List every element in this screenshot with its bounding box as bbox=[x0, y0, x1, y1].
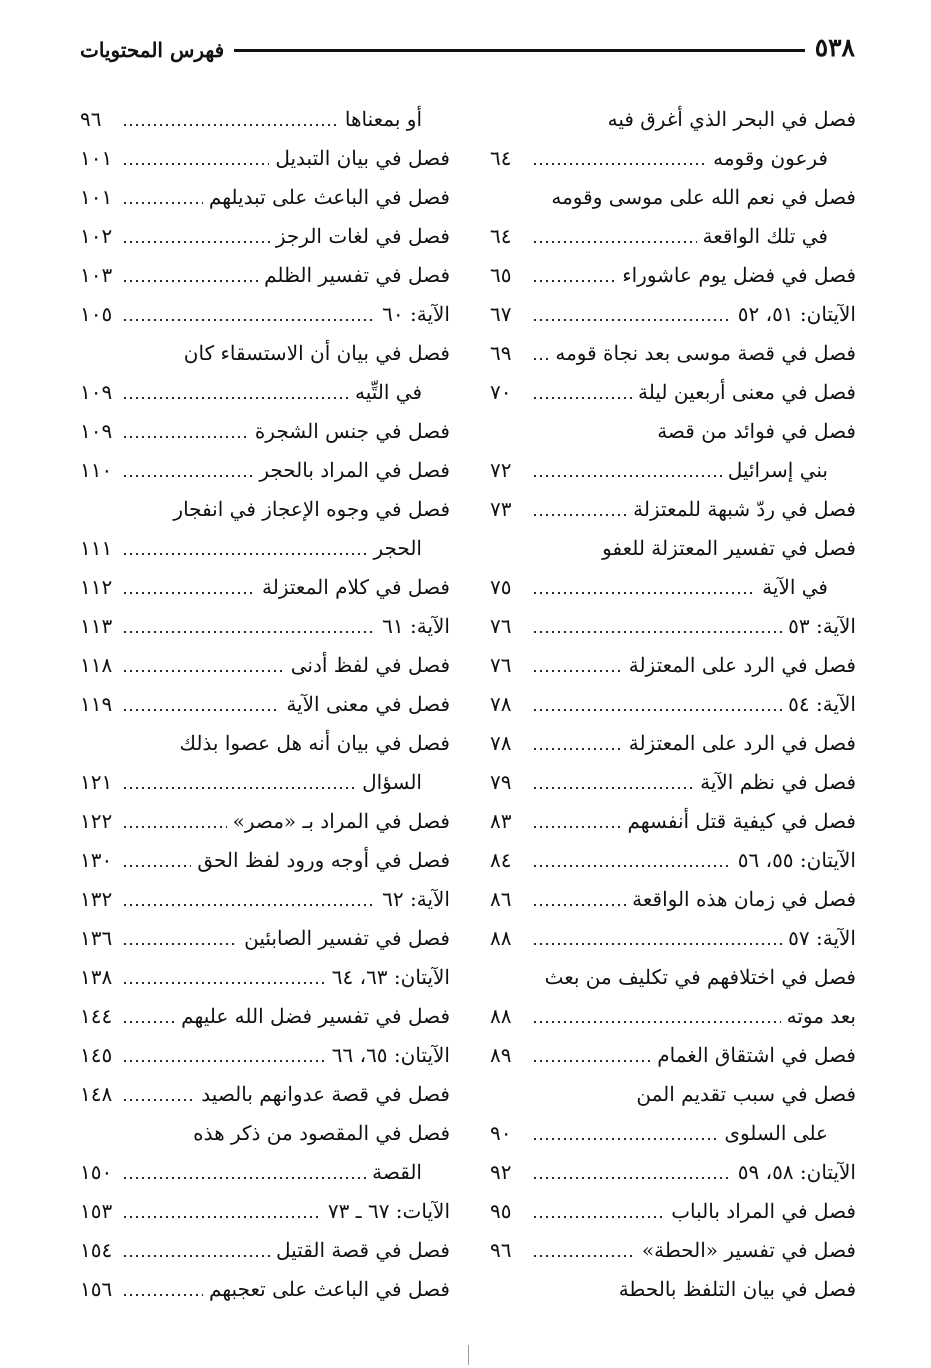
toc-entry bbox=[490, 333, 856, 372]
toc-entry-title: فصل في كيفية قتل أنفسهم bbox=[627, 808, 856, 833]
toc-entry-title: فصل في وجوه الإعجاز في انفجار bbox=[173, 496, 450, 521]
dot-leader bbox=[122, 319, 376, 321]
toc-entry-page: ١٤٤ bbox=[80, 1003, 113, 1028]
toc-entry-page: ١٤٥ bbox=[80, 1042, 113, 1067]
toc-entry-title: فصل في أوجه ورود لفظ الحق bbox=[197, 847, 450, 872]
dot-leader bbox=[122, 397, 349, 399]
dot-leader bbox=[532, 826, 622, 828]
toc-entry-title: في التِّيه bbox=[354, 379, 422, 404]
toc-entry-title: فصل في بيان التلفظ بالحطة bbox=[618, 1276, 856, 1301]
toc-entry bbox=[80, 1113, 450, 1152]
toc-column-left bbox=[80, 99, 450, 1308]
dot-leader bbox=[532, 1177, 732, 1179]
dot-leader bbox=[532, 475, 722, 477]
toc-entry-title: فصل في تفسير المعتزلة للعفو bbox=[602, 535, 856, 560]
toc-entry-title: بعد موته bbox=[786, 1003, 856, 1028]
toc-entry bbox=[490, 528, 856, 567]
toc-entry bbox=[80, 684, 450, 723]
toc-entry bbox=[490, 450, 856, 489]
toc-entry-page: ٦٤ bbox=[490, 223, 512, 248]
toc-entry bbox=[80, 255, 450, 294]
toc-entry-title: فصل في تفسير «الحطة» bbox=[641, 1237, 856, 1262]
toc-entry bbox=[490, 1191, 856, 1230]
toc-entry-title: فصل في الباعث على تبديلهم bbox=[208, 184, 450, 209]
toc-entry bbox=[490, 762, 856, 801]
toc-entry-title: فصل في المقصود من ذكر هذه bbox=[193, 1120, 450, 1145]
toc-entry-page: ٩٦ bbox=[80, 106, 102, 131]
toc-entry-title: فصل في بيان التبديل bbox=[275, 145, 450, 170]
toc-entry bbox=[490, 1230, 856, 1269]
dot-leader bbox=[122, 280, 258, 282]
toc-entry bbox=[80, 1191, 450, 1230]
dot-leader bbox=[122, 865, 191, 867]
toc-entry-title: فصل في لغات الرجز bbox=[275, 223, 450, 248]
dot-leader bbox=[532, 670, 623, 672]
toc-entry-page: ١٤٨ bbox=[80, 1081, 113, 1106]
toc-entry-page: ٨٦ bbox=[490, 886, 512, 911]
toc-entry-page: ١٠٣ bbox=[80, 262, 113, 287]
toc-entry-title: فرعون وقومه bbox=[713, 145, 828, 170]
toc-entry-page: ٦٤ bbox=[490, 145, 512, 170]
toc-entry-page: ٦٥ bbox=[490, 262, 512, 287]
dot-leader bbox=[122, 553, 367, 555]
dot-leader bbox=[532, 514, 627, 516]
dot-leader bbox=[122, 475, 253, 477]
toc-entry bbox=[80, 606, 450, 645]
dot-leader bbox=[122, 631, 376, 633]
toc-entry-page: ٧٣ bbox=[490, 496, 512, 521]
toc-entry-page: ٧٥ bbox=[490, 574, 512, 599]
dot-leader bbox=[122, 826, 227, 828]
toc-entry-title: فصل في اختلافهم في تكليف من بعث bbox=[544, 964, 856, 989]
toc-entry-page: ٨٤ bbox=[490, 847, 512, 872]
toc-entry-page: ٩٢ bbox=[490, 1159, 512, 1184]
dot-leader bbox=[532, 1021, 781, 1023]
toc-entry-title: فصل في المراد بالباب bbox=[671, 1198, 856, 1223]
dot-leader bbox=[122, 1060, 326, 1062]
toc-entry bbox=[490, 255, 856, 294]
dot-leader bbox=[122, 1099, 195, 1101]
toc-entry-page: ٦٧ bbox=[490, 301, 512, 326]
toc-entry-title: الآية: ٦١ bbox=[382, 613, 450, 638]
dot-leader bbox=[122, 436, 249, 438]
dot-leader bbox=[532, 163, 707, 165]
toc-entry-page: ١١١ bbox=[80, 535, 113, 560]
toc-entry-title: فصل في المراد بـ «مصر» bbox=[232, 808, 450, 833]
dot-leader bbox=[532, 1138, 718, 1140]
toc-entry-title: فصل في زمان هذه الواقعة bbox=[632, 886, 856, 911]
toc-entry bbox=[80, 177, 450, 216]
toc-entry-title: الحجر bbox=[373, 535, 422, 560]
toc-entry bbox=[490, 489, 856, 528]
toc-entry-title: فصل في اشتقاق الغمام bbox=[657, 1042, 856, 1067]
toc-entry-title: الآية: ٥٣ bbox=[788, 613, 856, 638]
dot-leader bbox=[532, 748, 623, 750]
toc-entry-title: أو بمعناها bbox=[344, 106, 422, 131]
toc-entry bbox=[80, 1152, 450, 1191]
toc-entry bbox=[80, 99, 450, 138]
toc-entry-page: ٧٩ bbox=[490, 769, 512, 794]
toc-entry bbox=[80, 567, 450, 606]
toc-entry bbox=[490, 216, 856, 255]
page-number: ٥٣٨ bbox=[814, 33, 855, 62]
toc-entry-page: ٧٢ bbox=[490, 457, 512, 482]
toc-entry-page: ٨٨ bbox=[490, 925, 512, 950]
toc-entry bbox=[80, 216, 450, 255]
dot-leader bbox=[122, 241, 270, 243]
toc-entry-page: ١٥٣ bbox=[80, 1198, 113, 1223]
toc-entry bbox=[490, 567, 856, 606]
dot-leader bbox=[532, 592, 756, 594]
toc-entry-title: الآية: ٦٢ bbox=[382, 886, 450, 911]
toc-entry-title: السؤال bbox=[362, 769, 422, 794]
toc-entry bbox=[490, 645, 856, 684]
toc-entry-page: ١١٢ bbox=[80, 574, 113, 599]
toc-entry-page: ١١٩ bbox=[80, 691, 113, 716]
toc-entry-page: ٨٣ bbox=[490, 808, 512, 833]
toc-entry-page: ١٥٤ bbox=[80, 1237, 113, 1262]
dot-leader bbox=[122, 124, 339, 126]
toc-entry-title: فصل في معنى الآية bbox=[286, 691, 450, 716]
dot-leader bbox=[532, 943, 782, 945]
toc-entry-title: القصة bbox=[372, 1159, 422, 1184]
toc-entry-page: ١٥٦ bbox=[80, 1276, 113, 1301]
toc-entry-title: فصل في الرد على المعتزلة bbox=[628, 652, 856, 677]
toc-entry bbox=[490, 99, 856, 138]
dot-leader bbox=[122, 163, 269, 165]
toc-entry-title: فصل في البحر الذي أغرق فيه bbox=[607, 106, 856, 131]
toc-entry bbox=[80, 645, 450, 684]
toc-entry-page: ٧٨ bbox=[490, 730, 512, 755]
toc-entry-title: فصل في معنى أربعين ليلة bbox=[638, 379, 856, 404]
toc-entry-title: فصل في بيان أن الاستسقاء كان bbox=[183, 340, 450, 365]
toc-entry-page: ١٢٢ bbox=[80, 808, 113, 833]
toc-entry bbox=[80, 918, 450, 957]
toc-entry-page: ١٠٥ bbox=[80, 301, 113, 326]
toc-entry bbox=[490, 1152, 856, 1191]
dot-leader bbox=[122, 592, 256, 594]
toc-entry bbox=[80, 411, 450, 450]
dot-leader bbox=[122, 1216, 322, 1218]
toc-entry-page: ١٠١ bbox=[80, 184, 113, 209]
toc-entry-title: الآية: ٦٠ bbox=[382, 301, 450, 326]
toc-entry bbox=[490, 996, 856, 1035]
toc-column-right bbox=[490, 99, 856, 1308]
toc-entry bbox=[490, 606, 856, 645]
toc-entry-title: فصل في فضل يوم عاشوراء bbox=[622, 262, 856, 287]
dot-leader bbox=[122, 982, 326, 984]
toc-entry bbox=[80, 1035, 450, 1074]
toc-entry-title: فصل في ردّ شبهة للمعتزلة bbox=[633, 496, 856, 521]
dot-leader bbox=[122, 1021, 175, 1023]
toc-entry bbox=[490, 1074, 856, 1113]
toc-entry-page: ١٠١ bbox=[80, 145, 113, 170]
dot-leader bbox=[532, 709, 782, 711]
toc-entry-title: الآيتان: ٥١، ٥٢ bbox=[737, 301, 856, 326]
toc-entry bbox=[490, 684, 856, 723]
page-header bbox=[80, 26, 855, 62]
toc-entry-page: ١٣٢ bbox=[80, 886, 113, 911]
toc-entry bbox=[80, 801, 450, 840]
dot-leader bbox=[532, 1216, 665, 1218]
toc-entry bbox=[490, 177, 856, 216]
toc-entry-title: بني إسرائيل bbox=[727, 457, 828, 482]
toc-entry-title: فصل في بيان أنه هل عصوا بذلك bbox=[179, 730, 450, 755]
toc-entry bbox=[80, 333, 450, 372]
toc-entry-title: فصل في فوائد من قصة bbox=[657, 418, 856, 443]
dot-leader bbox=[532, 865, 732, 867]
dot-leader bbox=[122, 904, 376, 906]
toc-entry-title: فصل في تفسير فضل الله عليهم bbox=[181, 1003, 450, 1028]
dot-leader bbox=[532, 1255, 636, 1257]
toc-entry-title: فصل في قصة القتيل bbox=[276, 1237, 450, 1262]
toc-entry-title: على السلوى bbox=[724, 1120, 828, 1145]
toc-entry-page: ١٥٠ bbox=[80, 1159, 113, 1184]
toc-entry-page: ٧٦ bbox=[490, 652, 512, 677]
toc-entry-title: فصل في كلام المعتزلة bbox=[262, 574, 450, 599]
toc-entry bbox=[490, 957, 856, 996]
dot-leader bbox=[532, 631, 782, 633]
dot-leader bbox=[532, 1060, 651, 1062]
toc-entry-title: فصل في قصة عدوانهم بالصيد bbox=[201, 1081, 450, 1106]
toc-entry bbox=[490, 1035, 856, 1074]
toc-entry bbox=[80, 489, 450, 528]
dot-leader bbox=[532, 397, 632, 399]
toc-entry-page: ١١٠ bbox=[80, 457, 113, 482]
toc-entry-page: ٨٩ bbox=[490, 1042, 512, 1067]
dot-leader bbox=[532, 241, 697, 243]
toc-entry-title: فصل في نظم الآية bbox=[700, 769, 856, 794]
toc-entry-page: ٦٩ bbox=[490, 340, 512, 365]
toc-entry-title: فصل في تفسير الصابئين bbox=[244, 925, 450, 950]
toc-entry bbox=[490, 138, 856, 177]
toc-entry bbox=[490, 801, 856, 840]
dot-leader bbox=[122, 202, 203, 204]
toc-entry-page: ١٣٨ bbox=[80, 964, 113, 989]
toc-entry-page: ٧٨ bbox=[490, 691, 512, 716]
toc-entry bbox=[80, 723, 450, 762]
toc-entry-page: ١٢١ bbox=[80, 769, 113, 794]
toc-entry bbox=[490, 372, 856, 411]
toc-entry bbox=[490, 294, 856, 333]
toc-entry-title: فصل في المراد بالحجر bbox=[259, 457, 450, 482]
toc-entry-page: ١١٣ bbox=[80, 613, 113, 638]
toc-entry bbox=[80, 138, 450, 177]
toc-entry bbox=[490, 1269, 856, 1308]
toc-entry bbox=[490, 411, 856, 450]
toc-entry-title: في الآية bbox=[762, 574, 828, 599]
toc-entry bbox=[80, 762, 450, 801]
toc-entry-title: فصل في الرد على المعتزلة bbox=[628, 730, 856, 755]
dot-leader bbox=[122, 1255, 270, 1257]
toc-entry-page: ١٠٩ bbox=[80, 418, 113, 443]
toc-entry-title: فصل في الباعث على تعجبهم bbox=[209, 1276, 450, 1301]
toc-entry bbox=[80, 957, 450, 996]
toc-entry bbox=[490, 879, 856, 918]
toc-entry-title: فصل في قصة موسى بعد نجاة قومه bbox=[555, 340, 856, 365]
toc-entry-page: ٧٠ bbox=[490, 379, 512, 404]
toc-entry-title: الآيتان: ٦٣، ٦٤ bbox=[331, 964, 450, 989]
toc-entry bbox=[490, 918, 856, 957]
toc-entry bbox=[80, 294, 450, 333]
dot-leader bbox=[122, 787, 356, 789]
toc-entry bbox=[80, 1230, 450, 1269]
toc-entry bbox=[80, 1269, 450, 1308]
dot-leader bbox=[532, 280, 616, 282]
dot-leader bbox=[532, 904, 626, 906]
toc-entry bbox=[80, 840, 450, 879]
toc-entry bbox=[80, 450, 450, 489]
toc-entry bbox=[80, 879, 450, 918]
toc-entry bbox=[490, 723, 856, 762]
dot-leader bbox=[532, 787, 694, 789]
toc-entry-page: ٩٠ bbox=[490, 1120, 512, 1145]
dot-leader bbox=[532, 358, 549, 360]
toc-entry-title: الآية: ٥٤ bbox=[788, 691, 856, 716]
dot-leader bbox=[122, 709, 280, 711]
toc-entry-title: الآيتان: ٥٨، ٥٩ bbox=[737, 1159, 856, 1184]
toc-entry-page: ٩٦ bbox=[490, 1237, 512, 1262]
dot-leader bbox=[122, 670, 285, 672]
running-title: فهرس المحتويات bbox=[80, 38, 225, 62]
toc-entry-page: ١٣٠ bbox=[80, 847, 113, 872]
toc-entry-title: فصل في سبب تقديم المن bbox=[636, 1081, 856, 1106]
toc-entry-title: فصل في لفظ أدنى bbox=[290, 652, 450, 677]
header-rule bbox=[234, 49, 805, 52]
toc-entry-title: الآيات: ٦٧ ـ ٧٣ bbox=[327, 1198, 450, 1223]
toc-entry bbox=[80, 372, 450, 411]
toc-entry-title: الآية: ٥٧ bbox=[788, 925, 856, 950]
margin-mark bbox=[468, 1345, 469, 1365]
toc-entry bbox=[80, 996, 450, 1035]
toc-entry-page: ٨٨ bbox=[490, 1003, 512, 1028]
toc-entry-page: ١١٨ bbox=[80, 652, 113, 677]
toc-entry-page: ٩٥ bbox=[490, 1198, 512, 1223]
dot-leader bbox=[122, 943, 238, 945]
toc-entry-title: فصل في نعم الله على موسى وقومه bbox=[551, 184, 856, 209]
toc-entry-title: الآيتان: ٥٥، ٥٦ bbox=[737, 847, 856, 872]
toc-entry-title: الآيتان: ٦٥، ٦٦ bbox=[331, 1042, 450, 1067]
toc-entry-page: ٧٦ bbox=[490, 613, 512, 638]
toc-entry-page: ١٠٢ bbox=[80, 223, 113, 248]
toc-entry-title: فصل في تفسير الظلم bbox=[264, 262, 450, 287]
toc-entry-page: ١٣٦ bbox=[80, 925, 113, 950]
toc-entry bbox=[80, 1074, 450, 1113]
dot-leader bbox=[122, 1177, 366, 1179]
toc-entry bbox=[490, 840, 856, 879]
toc-entry bbox=[80, 528, 450, 567]
dot-leader bbox=[122, 1294, 203, 1296]
toc-entry-title: فصل في جنس الشجرة bbox=[254, 418, 450, 443]
toc-entry bbox=[490, 1113, 856, 1152]
toc-entry-page: ١٠٩ bbox=[80, 379, 113, 404]
dot-leader bbox=[532, 319, 732, 321]
toc-entry-title: في تلك الواقعة bbox=[702, 223, 828, 248]
